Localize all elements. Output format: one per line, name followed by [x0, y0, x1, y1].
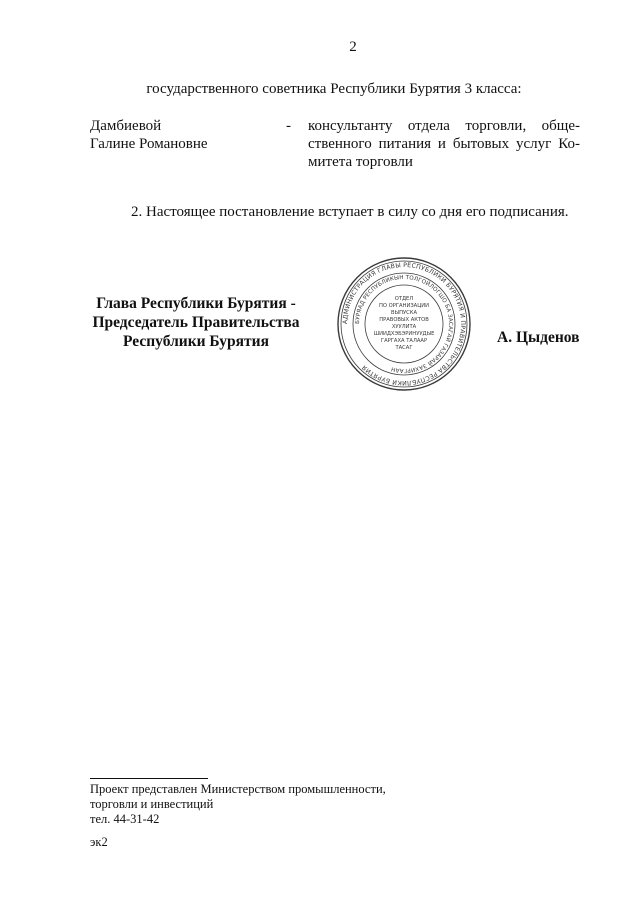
seal-center-line: ПРАВОВЫХ АКТОВ [379, 317, 429, 323]
footnote-line2: торговли и инвестиций [90, 797, 214, 811]
seal-center-line: ПО ОРГАНИЗАЦИИ [378, 303, 430, 309]
signature-title-line1: Глава Республики Бурятия - [96, 295, 296, 312]
seal-center-text [374, 296, 435, 351]
footnote-divider [90, 778, 208, 779]
page-number: 2 [349, 39, 357, 55]
seal-center-line: ШИИДХЭБЭРИНУУДЫЕ [373, 331, 435, 337]
appointee-dash: - [286, 118, 291, 134]
intro-line: государственного советника Республики Бурятия 3 класса: [146, 81, 522, 97]
appointee-name [90, 117, 290, 153]
seal-center-line: ГАРГАХА ТАЛААР [380, 338, 428, 344]
seal-inner-ring-text: БУРЯАД РЕСПУБЛИКЫН ТОЛГОЙЛОГШО БА ЗАСАГАЙ ГАЗАРАЙ ЗАХИРГААН [354, 274, 454, 374]
seal-center-line: ВЫПУСКА [390, 310, 418, 316]
signature-title [80, 294, 312, 351]
footnote-phone: тел. 44-31-42 [90, 812, 160, 826]
appointee-position: консультанту отдела торговли, обще-ственного питания и бытовых услуг Ко-митета торговли [308, 118, 580, 170]
seal-center-line: ТАСАГ [395, 345, 413, 351]
appointee-name-line2: Галине Романовне [90, 136, 208, 152]
signatory-name: А. Цыденов [497, 329, 580, 346]
seal-center-line: ОТДЕЛ [394, 296, 414, 302]
document-code: эк2 [90, 835, 108, 849]
footnote [90, 782, 430, 827]
seal-graphic [336, 256, 472, 392]
official-seal [336, 256, 472, 392]
footnote-line1: Проект представлен Министерством промышленности, [90, 782, 386, 796]
seal-center-line: ХУУЛИТА [391, 324, 417, 330]
signature-title-line3: Республики Бурятия [123, 333, 269, 350]
appointee-name-line1: Дамбиевой [90, 118, 162, 134]
seal-outer-ring-text: АДМИНИСТРАЦИЯ ГЛАВЫ РЕСПУБЛИКИ БУРЯТИЯ И ПРАВИТЕЛЬСТВА РЕСПУБЛИКИ БУРЯТИЯ [341, 261, 467, 387]
signature-title-line2: Председатель Правительства [92, 314, 300, 331]
clause-2: 2. Настоящее постановление вступает в силу со дня его подписания. [131, 204, 569, 220]
